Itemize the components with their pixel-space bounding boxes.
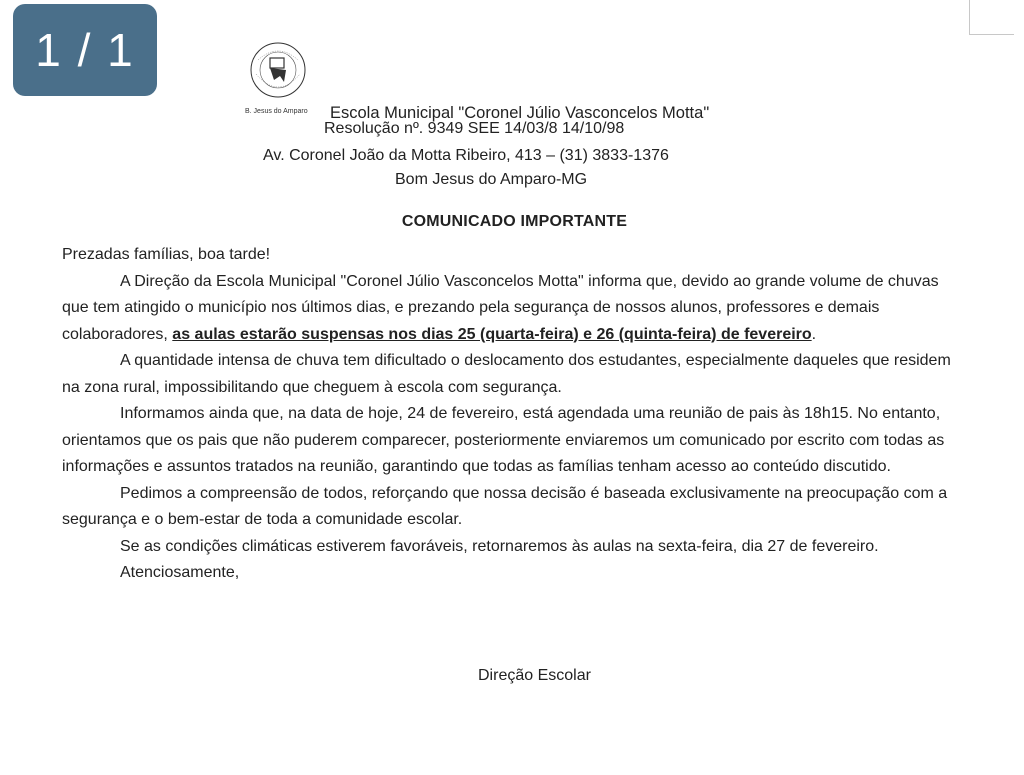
- viewer-corner-control[interactable]: [969, 0, 1014, 35]
- address-line: Av. Coronel João da Motta Ribeiro, 413 – (31) 3833-1376: [263, 147, 669, 164]
- paragraph-suspension-intro: A Direção da Escola Municipal "Coronel Júlio Vasconcelos Motta" informa que, devido ao grande volume de chuvas que tem atingido o município nos últimos dias, e prezando pela segurança de nossos alunos, professores e demais colaboradores,: [62, 272, 939, 343]
- document-title: COMUNICADO IMPORTANTE: [401, 213, 628, 230]
- paragraph-parent-meeting: Informamos ainda que, na data de hoje, 24 de fevereiro, está agendada uma reunião de pais às 18h15. No entanto, orientamos que os pais que não puderem comparecer, posteriormente enviaremos um comunicado por escrito com todas as informações e assuntos tratados na reunião, garantindo que todas as famílias tenham acesso ao conteúdo discutido.: [62, 405, 945, 475]
- resolution-line: Resolução nº. 9349 SEE 14/03/8 14/10/98: [324, 120, 625, 137]
- school-seal-logo: [248, 40, 308, 100]
- page-counter-label: 1 / 1: [35, 24, 135, 76]
- paragraph-suspension-end: .: [811, 325, 817, 343]
- logo-caption: B. Jesus do Amparo: [245, 108, 308, 115]
- signature: Direção Escolar: [478, 667, 591, 684]
- paragraph-understanding: Pedimos a compreensão de todos, reforçando que nossa decisão é baseada exclusivamente na preocupação com a segurança e o bem-estar de toda a comunidade escolar.: [62, 484, 948, 528]
- suspension-dates-emphasis: as aulas estarão suspensas nos dias 25 (quarta-feira) e 26 (quinta-feira) de fevereiro: [172, 325, 812, 343]
- letter-body: [62, 242, 962, 587]
- greeting: Prezadas famílias, boa tarde!: [62, 246, 271, 263]
- paragraph-rain-impact: A quantidade intensa de chuva tem dificultado o deslocamento dos estudantes, especialmente daqueles que residem na zona rural, impossibilitando que cheguem à escola com segurança.: [62, 352, 951, 396]
- school-name: Escola Municipal "Coronel Júlio Vasconcelos Motta": [330, 104, 710, 122]
- page-counter-badge: [13, 4, 157, 96]
- paragraph-suspension: [62, 269, 962, 349]
- closing-salutation: Atenciosamente,: [120, 564, 240, 581]
- paragraph-return: Se as condições climáticas estiverem favoráveis, retornaremos às aulas na sexta-feira, dia 27 de fevereiro.: [120, 537, 879, 555]
- city-line: Bom Jesus do Amparo-MG: [395, 171, 588, 188]
